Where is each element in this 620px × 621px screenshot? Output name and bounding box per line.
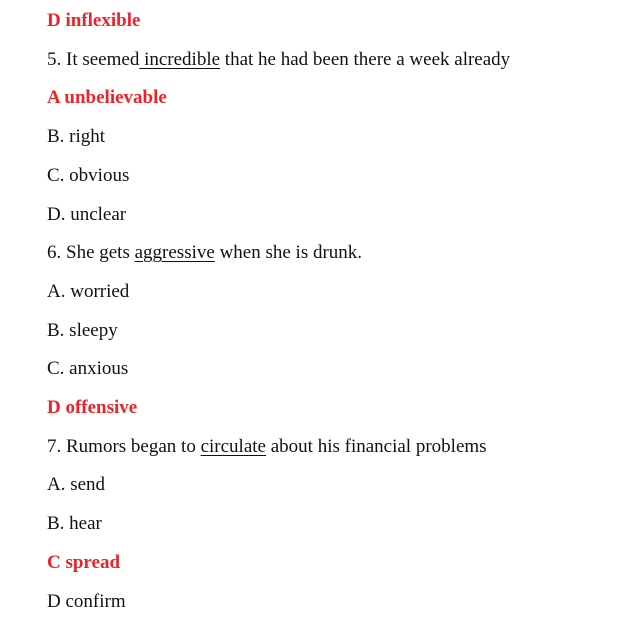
option-line-c-obvious: C. obvious bbox=[47, 164, 130, 186]
question-text-post: about his financial problems bbox=[265, 435, 487, 457]
option-line-d-unclear: D. unclear bbox=[47, 203, 127, 225]
question-text-pre: 7. Rumors began to bbox=[47, 435, 201, 457]
answer-line-d-inflexible: D inflexible bbox=[47, 10, 141, 31]
question-line-7 bbox=[47, 428, 610, 467]
question-line-6 bbox=[47, 234, 610, 273]
question-text-pre: 5. It seemed bbox=[47, 48, 140, 70]
answer-line-c-spread: C spread bbox=[47, 551, 121, 573]
underlined-word-incredible: incredible bbox=[139, 48, 221, 70]
option-line-d-confirm: D confirm bbox=[47, 590, 126, 612]
underlined-word-circulate: circulate bbox=[200, 435, 266, 457]
question-text-post: that he had been there a week already bbox=[220, 48, 511, 70]
question-line-5 bbox=[47, 41, 610, 80]
answer-line-a-unbelievable: A unbelievable bbox=[47, 87, 167, 109]
underlined-word-aggressive: aggressive bbox=[134, 242, 215, 264]
option-line-a-worried: A. worried bbox=[47, 280, 130, 302]
option-line-b-right: B. right bbox=[47, 126, 106, 148]
option-line-c-anxious: C. anxious bbox=[47, 358, 129, 380]
question-text-pre: 6. She gets bbox=[47, 242, 135, 264]
question-text-post: when she is drunk. bbox=[214, 242, 363, 264]
option-line-a-send: A. send bbox=[47, 474, 106, 496]
option-line-b-sleepy: B. sleepy bbox=[47, 319, 118, 341]
option-line-b-hear: B. hear bbox=[47, 513, 102, 535]
answer-line-d-offensive: D offensive bbox=[47, 397, 138, 419]
